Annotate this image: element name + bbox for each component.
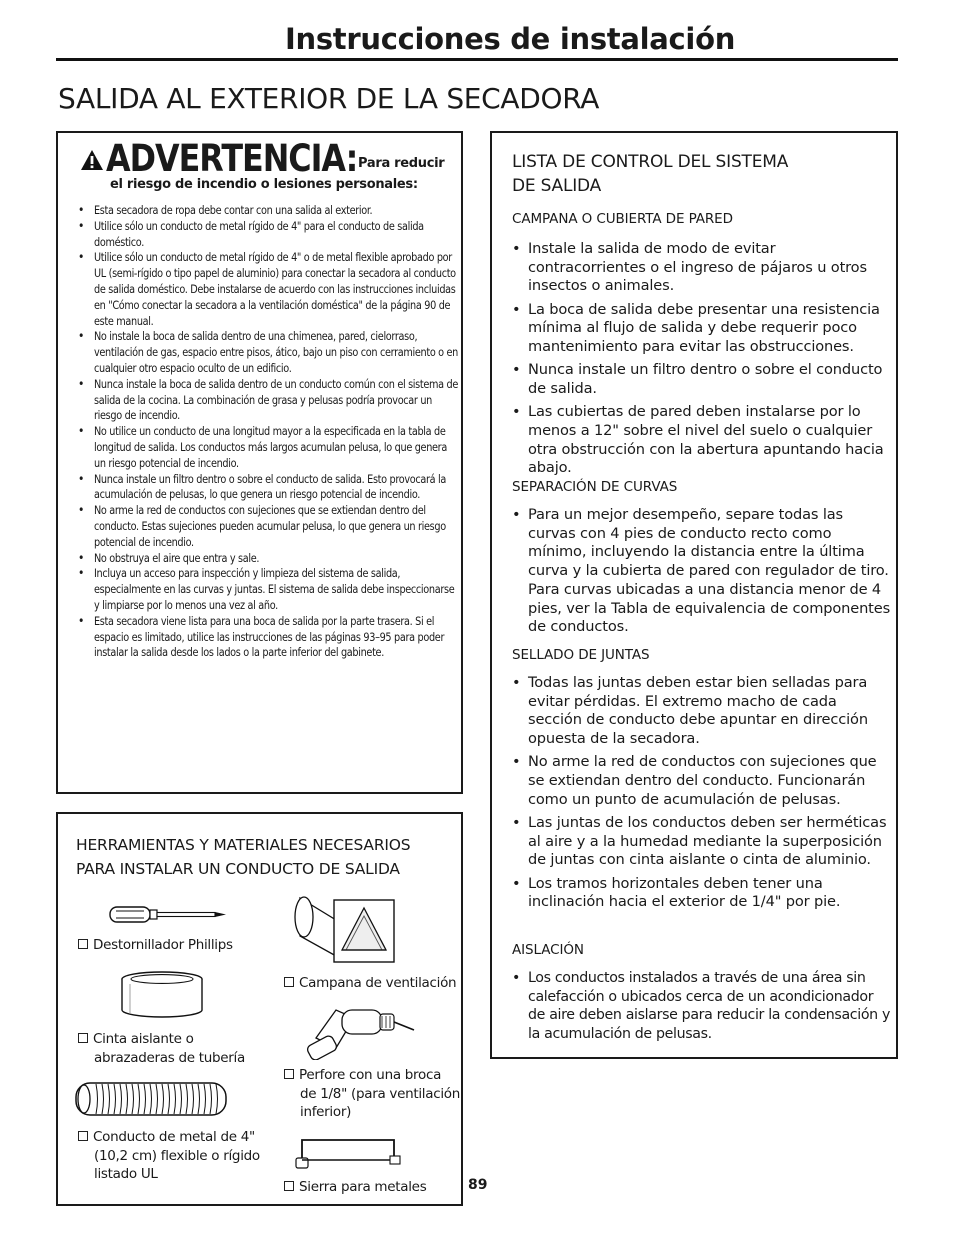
flexible-duct-icon xyxy=(72,1080,234,1118)
phillips-screwdriver-icon xyxy=(108,902,230,928)
checklist-item: • Las juntas de los conductos deben ser herméticas al aire y a la humedad mediante la superposición de juntas con cinta aislante o cinta de aluminio. xyxy=(512,814,894,870)
warning-item: • Nunca instale la boca de salida dentro de un conducto común con el sistema de salida de la cocina. La combinación de grasa y pelusas podría provocar un riesgo de incendio. xyxy=(76,377,460,424)
power-drill-icon xyxy=(302,1000,422,1060)
checklist-title xyxy=(512,150,788,198)
header-rule xyxy=(56,58,898,61)
checklist-section-heading: SELLADO DE JUNTAS xyxy=(512,647,650,663)
page-number: 89 xyxy=(468,1177,488,1193)
warning-item: • Nunca instale un filtro dentro o sobre el conducto de salida. Esto provocará la acumulación de pelusas, lo que genera un riesgo potencial de incendio. xyxy=(76,472,460,504)
warning-intro: Para reducir xyxy=(358,156,445,171)
tools-title xyxy=(76,833,456,881)
checklist-section-heading: CAMPANA O CUBIERTA DE PARED xyxy=(512,211,733,227)
tools-title-line2: PARA INSTALAR UN CONDUCTO DE SALIDA xyxy=(76,860,400,878)
vent-hood-label: Campana de ventilación xyxy=(284,974,456,993)
checklist-item: • No arme la red de conductos con sujeciones que se extiendan dentro del conducto. Funcionarán como un punto de acumulación de pelusas. xyxy=(512,753,894,809)
warning-box xyxy=(56,131,463,794)
warning-item: • No instale la boca de salida dentro de una chimenea, pared, cielorraso, ventilación de gas, espacio entre pisos, ático, bajo un piso con cerramiento o en cualquier otro espacio oculto de un edificio. xyxy=(76,329,460,376)
checklist-section-list xyxy=(512,969,894,1048)
duct-label: Conducto de metal de 4" (10,2 cm) flexible o rígido listado UL xyxy=(78,1128,260,1184)
warning-item: • Incluya un acceso para inspección y limpieza del sistema de salida, especialmente en las curvas y juntas. El sistema de salida debe inspeccionarse y limpiarse por lo menos una vez al año. xyxy=(76,566,460,613)
checklist-section-list xyxy=(512,506,894,641)
checkbox-icon xyxy=(78,1033,88,1043)
checkbox-icon xyxy=(78,1131,88,1141)
drill-label: Perfore con una broca de 1/8" (para ventilación inferior) xyxy=(284,1066,460,1122)
warning-list xyxy=(76,203,460,661)
warning-item: • No obstruya el aire que entra y sale. xyxy=(76,551,460,567)
warning-item: • Esta secadora de ropa debe contar con una salida al exterior. xyxy=(76,203,460,219)
checklist-title-line2: DE SALIDA xyxy=(512,176,602,196)
warning-item: • No utilice un conducto de una longitud mayor a la especificada en la tabla de longitud de salida. Los conductos más largos acumulan pelusa, lo que genera un riesgo potencial de incendio. xyxy=(76,424,460,471)
hacksaw-icon xyxy=(294,1136,406,1170)
checklist-item: • La boca de salida debe presentar una resistencia mínima al flujo de salida y debe requerir poco mantenimiento para evitar las obstrucciones. xyxy=(512,301,894,357)
warning-item: • Esta secadora viene lista para una boca de salida por la parte trasera. Si el espacio es limitado, utilice las instrucciones de las páginas 93–95 para poder instalar la salida desde los lados o la parte inferior del gabinete. xyxy=(76,614,460,661)
page-header-title: Instrucciones de instalación xyxy=(285,22,736,56)
checklist-item: • Instale la salida de modo de evitar contracorrientes o el ingreso de pájaros u otros insectos o animales. xyxy=(512,240,894,296)
checkbox-icon xyxy=(284,1069,294,1079)
warning-item: • No arme la red de conductos con sujeciones que se extiendan dentro del conducto. Estas sujeciones pueden acumular pelusa, lo que genera un riesgo potencial de incendio. xyxy=(76,503,460,550)
warning-word: ADVERTENCIA: xyxy=(106,137,358,180)
checklist-title-line1: LISTA DE CONTROL DEL SISTEMA xyxy=(512,152,789,172)
checklist-item: • Los conductos instalados a través de una área sin calefacción o ubicados cerca de un acondicionador de aire deben aislarse para reducir la condensación y la acumulación de pelusas. xyxy=(512,969,894,1043)
warning-item: • Utilice sólo un conducto de metal rígido de 4" o de metal flexible aprobado por UL (semi-rígido o tipo papel de aluminio) para conectar la secadora al conducto de salida doméstico. Debe instalarse de acuerdo con las instrucciones incluidas en "Cómo conectar la secadora a la ventilación doméstica" de la página 90 de este manual. xyxy=(76,250,460,329)
checklist-item: • Para un mejor desempeño, separe todas las curvas con 4 pies de conducto recto como mínimo, incluyendo la distancia entre la última curva y la cubierta de pared con regulador de tiro. Para curvas ubicadas a una distancia menor de 4 pies, ver la Tabla de equivalencia de componentes de conductos. xyxy=(512,506,894,637)
checklist-section-list xyxy=(512,240,894,482)
screwdriver-label: Destornillador Phillips xyxy=(78,936,233,955)
warning-item: • Utilice sólo un conducto de metal rígido de 4" para el conducto de salida doméstico. xyxy=(76,219,460,251)
checklist-section-heading: SEPARACIÓN DE CURVAS xyxy=(512,479,678,495)
checklist-item: • Nunca instale un filtro dentro o sobre el conducto de salida. xyxy=(512,361,894,398)
saw-label: Sierra para metales xyxy=(284,1178,426,1197)
warning-triangle-icon xyxy=(80,149,104,171)
checkbox-icon xyxy=(78,939,88,949)
tools-title-line1: HERRAMIENTAS Y MATERIALES NECESARIOS xyxy=(76,836,411,854)
tools-box xyxy=(56,812,463,1206)
warning-intro-cont: el riesgo de incendio o lesiones personales: xyxy=(110,177,418,192)
checklist-item: • Los tramos horizontales deben tener una inclinación hacia el exterior de 1/4" por pie. xyxy=(512,875,894,912)
section-title: SALIDA AL EXTERIOR DE LA SECADORA xyxy=(58,82,600,115)
vent-hood-icon xyxy=(290,890,398,970)
checklist-item: • Todas las juntas deben estar bien selladas para evitar pérdidas. El extremo macho de cada sección de conducto debe apuntar en dirección opuesta de la secadora. xyxy=(512,674,894,749)
checklist-box xyxy=(490,131,898,1059)
checklist-section-heading: AISLACIÓN xyxy=(512,942,584,958)
checkbox-icon xyxy=(284,977,294,987)
tape-label: Cinta aislante o abrazaderas de tubería xyxy=(78,1030,245,1067)
tape-roll-icon xyxy=(120,970,204,1020)
checkbox-icon xyxy=(284,1181,294,1191)
checklist-item: • Las cubiertas de pared deben instalarse por lo menos a 12" sobre el nivel del suelo o cualquier otra obstrucción con la abertura apuntando hacia abajo. xyxy=(512,403,894,478)
checklist-section-list xyxy=(512,674,894,916)
